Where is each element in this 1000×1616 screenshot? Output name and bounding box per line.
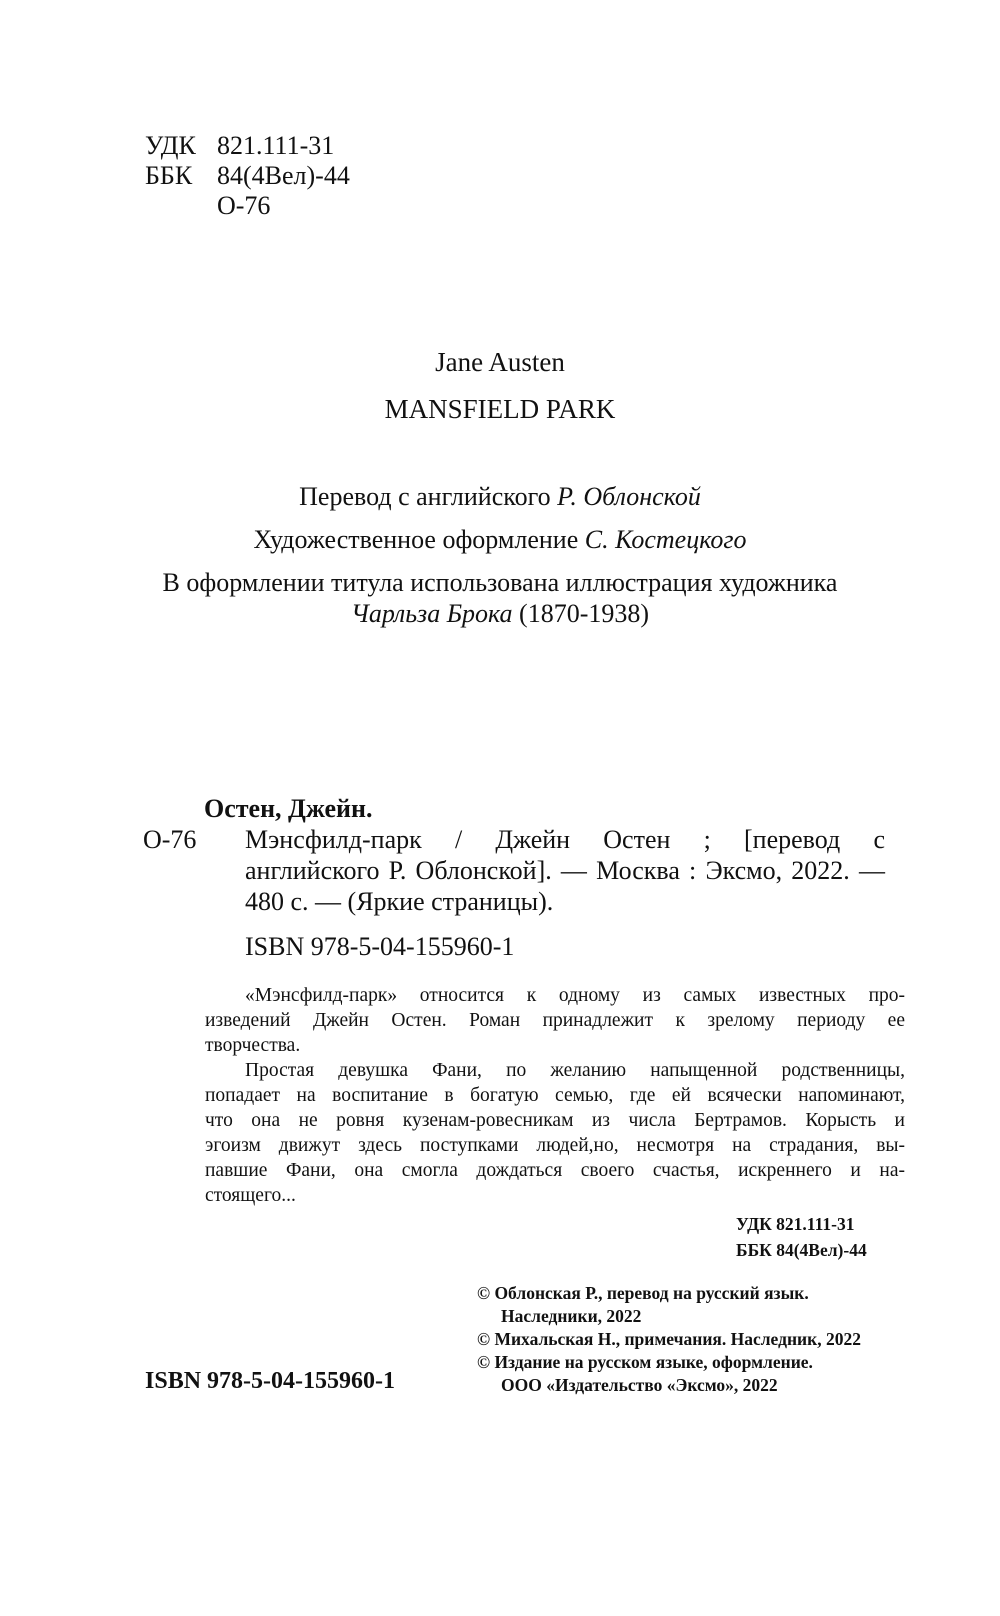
bbk-label: ББК (145, 161, 193, 190)
bib-author-heading: Остен, Джейн. (204, 794, 373, 823)
illustrator-credit (0, 599, 1000, 629)
udk-label: УДК (145, 131, 196, 160)
copyright-line: © Издание на русском языке, оформление. (477, 1352, 813, 1372)
design-prefix: Художественное оформление (253, 525, 579, 554)
annotation-line: попадает на воспитание в богатую семью, где ей всячески напоминают, (205, 1085, 905, 1106)
design-credit (0, 525, 1000, 555)
bib-mark: О-76 (143, 825, 197, 854)
copyright-line: © Михальская Н., примечания. Наследник, 2022 (477, 1329, 861, 1349)
bbk-footer: ББК 84(4Вел)-44 (736, 1240, 867, 1260)
author-en: Jane Austen (435, 347, 565, 377)
isbn-footer: ISBN 978-5-04-155960-1 (145, 1368, 395, 1394)
annotation-line: изведений Джейн Остен. Роман принадлежит к зрелому периоду ее (205, 1010, 905, 1031)
udk-value: 821.111-31 (217, 131, 335, 160)
annotation-line: творчества. (205, 1035, 301, 1056)
designer-name: С. Костецкого (584, 525, 747, 554)
udk-footer: УДК 821.111-31 (736, 1214, 855, 1234)
illustrator-years: (1870-1938) (519, 599, 650, 628)
title-en: MANSFIELD PARK (384, 394, 616, 424)
translation-prefix: Перевод с английского (299, 482, 551, 511)
annotation-line: «Мэнсфилд-парк» относится к одному из самых известных про- (245, 985, 905, 1006)
annotation-line: что она не ровня кузенам-ровесникам из числа Бертрамов. Корысть и (205, 1110, 905, 1131)
annotation-line: павшие Фани, она смогла дождаться своего счастья, искреннего и на- (205, 1160, 905, 1181)
translation-credit (0, 482, 1000, 512)
bib-line-1: Мэнсфилд-парк / Джейн Остен ; [перевод с (245, 825, 885, 854)
author-mark: О-76 (217, 191, 271, 220)
bib-isbn: ISBN 978-5-04-155960-1 (245, 932, 515, 961)
copyright-line: ООО «Издательство «Эксмо», 2022 (501, 1375, 778, 1395)
bib-line-2: английского Р. Облонской]. — Москва : Эксмо, 2022. — (245, 856, 885, 885)
translator-name: Р. Облонской (557, 482, 701, 511)
copyright-line: © Облонская Р., перевод на русский язык. (477, 1283, 809, 1303)
illustration-credit: В оформлении титула использована иллюстрация художника (162, 568, 838, 597)
copyright-line: Наследники, 2022 (501, 1306, 642, 1326)
bib-line-3: 480 с. — (Яркие страницы). (245, 887, 554, 916)
annotation-line: эгоизм движут здесь поступками людей,но, несмотря на страдания, вы- (205, 1135, 905, 1156)
annotation-line: стоящего... (205, 1185, 296, 1206)
illustrator-name: Чарльза Брока (350, 599, 513, 628)
annotation-line: Простая девушка Фани, по желанию напыщенной родственницы, (245, 1060, 905, 1081)
bbk-value: 84(4Вел)-44 (217, 161, 350, 190)
